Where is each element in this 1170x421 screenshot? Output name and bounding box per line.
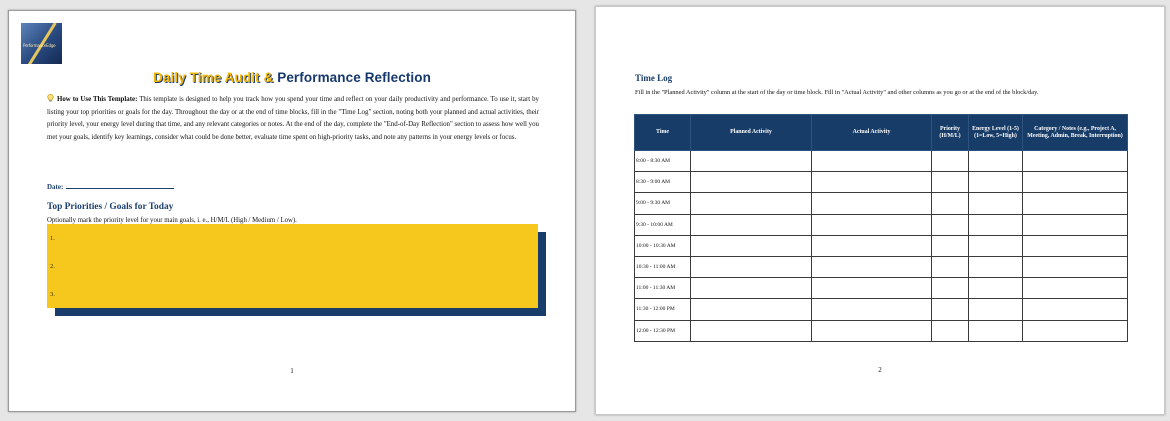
- column-header-time: Time: [635, 115, 691, 151]
- planned-activity-cell[interactable]: [691, 235, 812, 256]
- table-row: [635, 235, 1128, 256]
- category-notes-cell[interactable]: [1023, 172, 1128, 193]
- time-cell: 12:00 - 12:30 PM: [635, 320, 691, 341]
- actual-activity-cell[interactable]: [812, 299, 932, 320]
- planned-activity-cell[interactable]: [691, 278, 812, 299]
- date-blank-line[interactable]: [66, 182, 174, 189]
- lightbulb-icon: [47, 94, 54, 102]
- category-notes-cell[interactable]: [1023, 235, 1128, 256]
- category-notes-cell[interactable]: [1023, 151, 1128, 172]
- time-cell: 11:30 - 12:00 PM: [635, 299, 691, 320]
- page-number: 1: [290, 367, 294, 375]
- goal-item-2[interactable]: 2.: [50, 263, 55, 270]
- planned-activity-cell[interactable]: [691, 299, 812, 320]
- intro-label: How to Use This Template:: [57, 96, 138, 103]
- priority-cell[interactable]: [932, 256, 969, 277]
- column-header-planned-activity: Planned Activity: [691, 115, 812, 151]
- table-row: [635, 278, 1128, 299]
- planned-activity-cell[interactable]: [691, 256, 812, 277]
- page-number: 2: [878, 366, 882, 374]
- actual-activity-cell[interactable]: [812, 151, 932, 172]
- goals-subtext: Optionally mark the priority level for your main goals, i. e., H/M/L (High / Medium / Low).: [47, 217, 297, 224]
- table-row: [635, 172, 1128, 193]
- energy-level-cell[interactable]: [969, 278, 1023, 299]
- table-row: [635, 151, 1128, 172]
- table-row: [635, 193, 1128, 214]
- goal-item-1[interactable]: 1.: [50, 235, 55, 242]
- document-title: [9, 70, 575, 85]
- table-row: [635, 214, 1128, 235]
- table-row: [635, 299, 1128, 320]
- priority-cell[interactable]: [932, 235, 969, 256]
- category-notes-cell[interactable]: [1023, 320, 1128, 341]
- energy-level-cell[interactable]: [969, 172, 1023, 193]
- title-part-2: Performance Reflection: [277, 70, 431, 85]
- planned-activity-cell[interactable]: [691, 172, 812, 193]
- category-notes-cell[interactable]: [1023, 299, 1128, 320]
- page-2: [595, 6, 1165, 415]
- time-cell: 8:30 - 9:00 AM: [635, 172, 691, 193]
- time-log-instructions: Fill in the "Planned Activity" column at the start of the day or time block. Fill in "Actual Activity" and other columns as you go or at the end of the block/day.: [635, 89, 1039, 96]
- column-header-priority: Priority (H/M/L): [932, 115, 969, 151]
- priority-cell[interactable]: [932, 214, 969, 235]
- time-cell: 9:30 - 10:00 AM: [635, 214, 691, 235]
- planned-activity-cell[interactable]: [691, 193, 812, 214]
- energy-level-cell[interactable]: [969, 193, 1023, 214]
- goals-box: [47, 224, 538, 308]
- planned-activity-cell[interactable]: [691, 320, 812, 341]
- column-header-energy-level: Energy Level (1-5) (1=Low, 5=High): [969, 115, 1023, 151]
- date-field[interactable]: [47, 182, 174, 191]
- category-notes-cell[interactable]: [1023, 214, 1128, 235]
- intro-text: This template is designed to help you track how you spend your time and reflect on your daily productivity and performance. To use it, start by listing your top priorities or goals for the day. Throughout the day or at the end of time blocks, fill in the "Time Log" section, noting both your planned and actual activities, their priority level, your energy level during that time, and any relevant categories or notes. At the end of the day, complete the "End-of-Day Reflection" section to assess how well you met your goals, identify key learnings, consider what could be done better, evaluate time spent on high-priority tasks, and note any patterns in your energy levels or focus.: [47, 96, 539, 141]
- actual-activity-cell[interactable]: [812, 193, 932, 214]
- table-row: [635, 320, 1128, 341]
- logo-text: PerformanceEdge: [23, 43, 56, 48]
- time-cell: 9:00 - 9:30 AM: [635, 193, 691, 214]
- actual-activity-cell[interactable]: [812, 235, 932, 256]
- goals-heading: Top Priorities / Goals for Today: [47, 202, 174, 212]
- time-log-heading: Time Log: [635, 73, 673, 83]
- planned-activity-cell[interactable]: [691, 151, 812, 172]
- column-header-category-notes: Category / Notes (e.g., Project A, Meeting, Admin, Break, Interruption): [1023, 115, 1128, 151]
- priority-cell[interactable]: [932, 193, 969, 214]
- actual-activity-cell[interactable]: [812, 320, 932, 341]
- energy-level-cell[interactable]: [969, 235, 1023, 256]
- priority-cell[interactable]: [932, 299, 969, 320]
- title-part-1: Daily Time Audit &: [153, 70, 274, 85]
- energy-level-cell[interactable]: [969, 299, 1023, 320]
- time-cell: 11:00 - 11:30 AM: [635, 278, 691, 299]
- category-notes-cell[interactable]: [1023, 278, 1128, 299]
- planned-activity-cell[interactable]: [691, 214, 812, 235]
- column-header-actual-activity: Actual Activity: [812, 115, 932, 151]
- actual-activity-cell[interactable]: [812, 256, 932, 277]
- energy-level-cell[interactable]: [969, 320, 1023, 341]
- category-notes-cell[interactable]: [1023, 256, 1128, 277]
- intro-paragraph: [47, 94, 539, 144]
- actual-activity-cell[interactable]: [812, 214, 932, 235]
- actual-activity-cell[interactable]: [812, 172, 932, 193]
- table-header-row: [635, 115, 1128, 151]
- priority-cell[interactable]: [932, 278, 969, 299]
- time-cell: 10:00 - 10:30 AM: [635, 235, 691, 256]
- page-1: [8, 10, 576, 412]
- time-cell: 8:00 - 8:30 AM: [635, 151, 691, 172]
- time-log-table: [634, 114, 1128, 342]
- table-row: [635, 256, 1128, 277]
- date-label: Date:: [47, 183, 64, 191]
- company-logo: [21, 23, 62, 64]
- priority-cell[interactable]: [932, 320, 969, 341]
- goal-item-3[interactable]: 3.: [50, 291, 55, 298]
- energy-level-cell[interactable]: [969, 256, 1023, 277]
- priority-cell[interactable]: [932, 151, 969, 172]
- energy-level-cell[interactable]: [969, 151, 1023, 172]
- energy-level-cell[interactable]: [969, 214, 1023, 235]
- priority-cell[interactable]: [932, 172, 969, 193]
- category-notes-cell[interactable]: [1023, 193, 1128, 214]
- time-cell: 10:30 - 11:00 AM: [635, 256, 691, 277]
- actual-activity-cell[interactable]: [812, 278, 932, 299]
